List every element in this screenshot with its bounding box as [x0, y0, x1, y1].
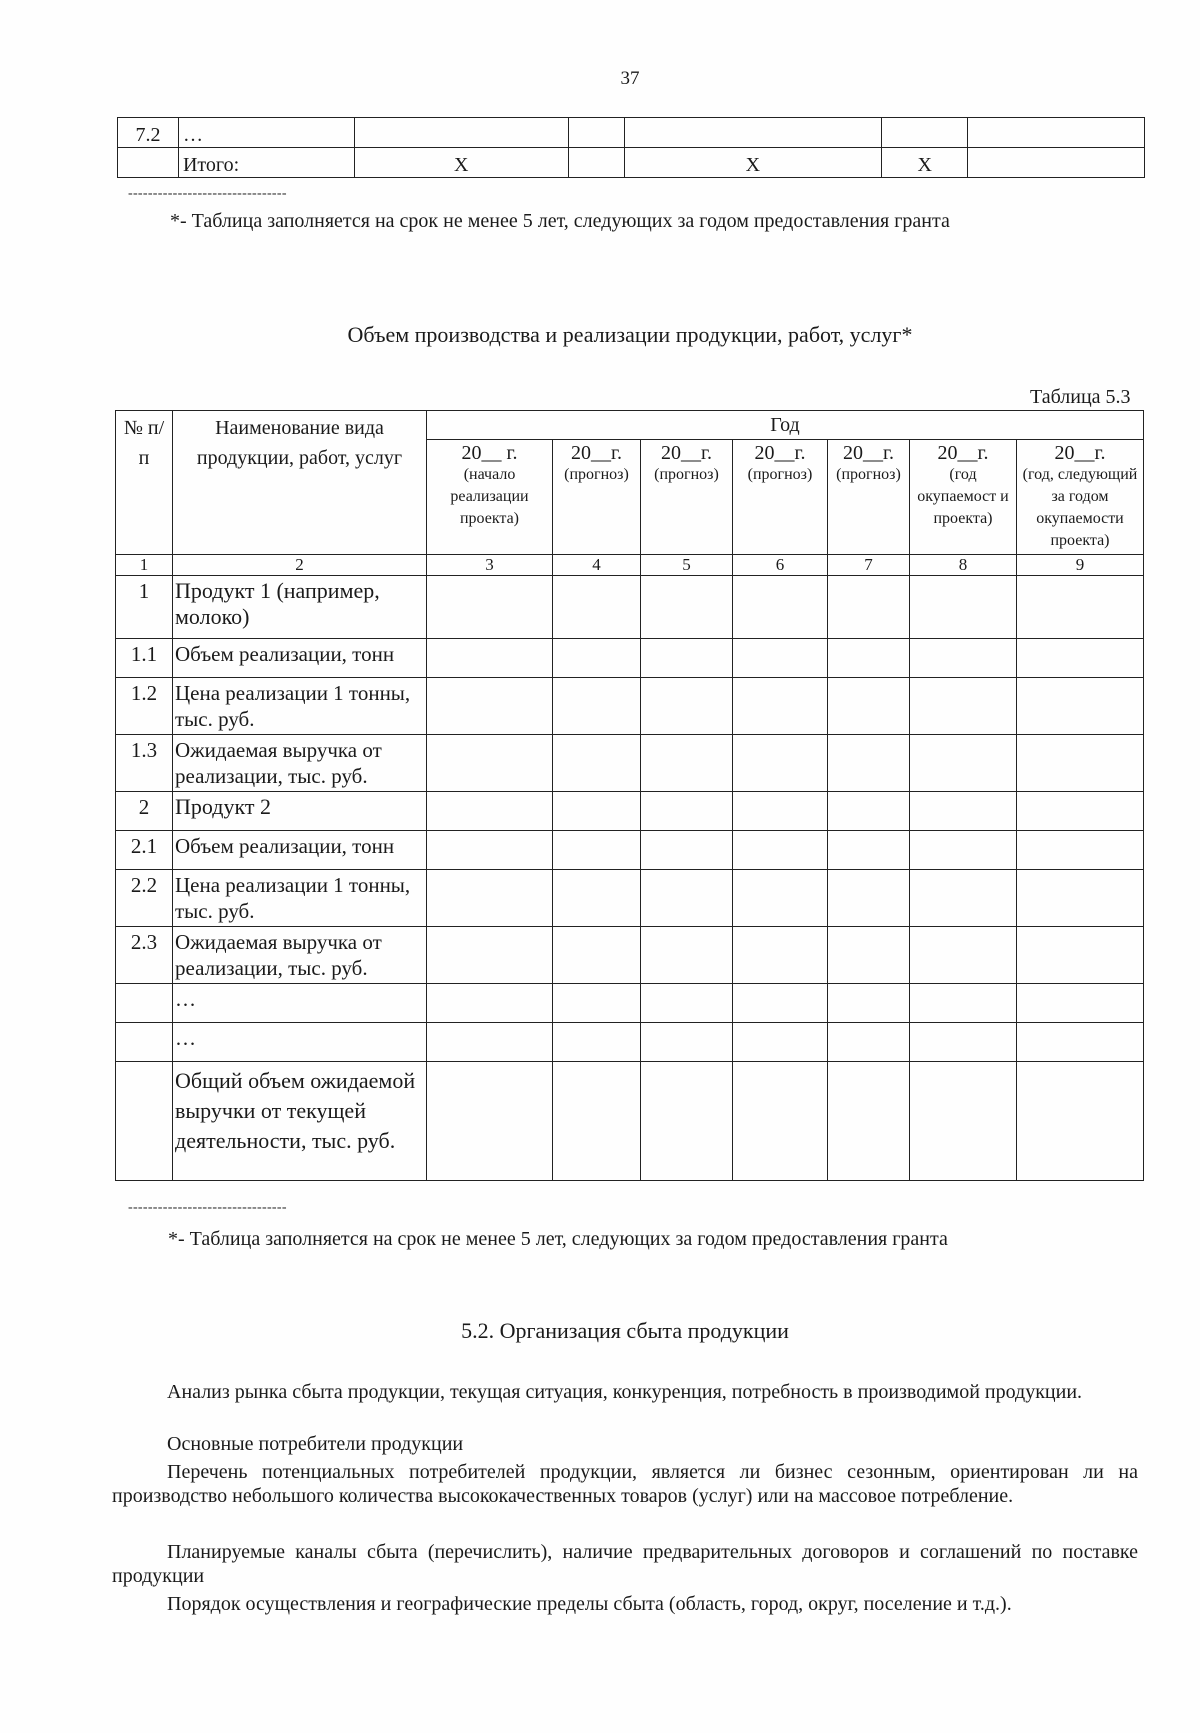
row-number: 2.2: [116, 870, 173, 927]
year-column-header: [427, 440, 553, 555]
table-cell: [427, 576, 553, 639]
table-cell: [828, 792, 910, 831]
table-row: [116, 984, 1144, 1023]
paragraph: Порядок осуществления и географические пределы сбыта (область, город, округ, поселение и т.д.).: [167, 1593, 1012, 1615]
table-cell: [1017, 576, 1144, 639]
year-label: 20__г.: [843, 442, 894, 464]
table-cell: [1017, 927, 1144, 984]
table-cell: [733, 831, 828, 870]
table-cell: [910, 927, 1017, 984]
column-index: 1: [116, 555, 173, 576]
table-cell: [828, 678, 910, 735]
table-cell: [641, 1062, 733, 1181]
year-note: (год, следующий за годом окупаемости проекта): [1022, 466, 1138, 549]
year-label: 20__г.: [571, 442, 622, 464]
table-cell: [641, 678, 733, 735]
row-number: 2.1: [116, 831, 173, 870]
table-cell: [828, 576, 910, 639]
table-cell: [910, 735, 1017, 792]
year-note: (прогноз): [564, 466, 629, 483]
table-title: Объем производства и реализации продукции, работ, услуг*: [347, 322, 913, 347]
table-cell: [733, 1062, 828, 1181]
column-index: 9: [1017, 555, 1144, 576]
column-index: 8: [910, 555, 1017, 576]
column-header-year: Год: [427, 411, 1144, 440]
header-row: [116, 411, 1144, 440]
table-cell: [910, 831, 1017, 870]
year-note: (прогноз): [836, 466, 901, 483]
row-name: …: [178, 118, 354, 148]
column-index: 5: [641, 555, 733, 576]
table-row: [116, 870, 1144, 927]
table-cell: [553, 831, 641, 870]
year-column-header: [910, 440, 1017, 555]
table-cell: [1017, 735, 1144, 792]
row-name: Ожидаемая выручка от реализации, тыс. руб.: [173, 927, 427, 984]
table-cell: [427, 984, 553, 1023]
table-cell: [910, 870, 1017, 927]
footnote-separator: --------------------------------: [128, 1200, 287, 1215]
table-cell: [427, 927, 553, 984]
paragraph: Планируемые каналы сбыта (перечислить), наличие предварительных договоров и соглашений по поставке продукции: [112, 1541, 1138, 1587]
table-cell: Х: [354, 148, 568, 178]
paragraph: Анализ рынка сбыта продукции, текущая ситуация, конкуренция, потребность в производимой продукции.: [167, 1381, 1083, 1403]
table-cell: Х: [882, 148, 968, 178]
table-cell: [1017, 984, 1144, 1023]
table-row: [116, 576, 1144, 639]
table-row: [116, 927, 1144, 984]
column-index: 6: [733, 555, 828, 576]
table-cell: [1017, 678, 1144, 735]
row-name: Объем реализации, тонн: [173, 639, 427, 678]
year-note: (год окупаемост и проекта): [917, 466, 1009, 527]
row-name: …: [173, 1023, 427, 1062]
table-cell: [641, 735, 733, 792]
table-cell: [641, 927, 733, 984]
table-cell: [427, 735, 553, 792]
table-cell: [1017, 1023, 1144, 1062]
table-cell: [553, 576, 641, 639]
table-cell: [733, 576, 828, 639]
table-cell: [568, 118, 624, 148]
table-cell: [427, 792, 553, 831]
table-cell: [910, 792, 1017, 831]
year-column-header: [641, 440, 733, 555]
table-cell: [910, 1023, 1017, 1062]
table-cell: [553, 792, 641, 831]
table-cell: [1017, 792, 1144, 831]
footnote: *- Таблица заполняется на срок не менее 5 лет, следующих за годом предоставления гранта: [168, 1228, 948, 1250]
table-cell: [641, 639, 733, 678]
table-cell: [1017, 1062, 1144, 1181]
table-cell: [427, 639, 553, 678]
row-number: 1.1: [116, 639, 173, 678]
table-cell: [910, 984, 1017, 1023]
table-cell: [828, 984, 910, 1023]
table-cell: [553, 984, 641, 1023]
table-cell: [427, 678, 553, 735]
paragraph: Основные потребители продукции: [167, 1433, 464, 1455]
table-cell: [553, 1023, 641, 1062]
year-note: (прогноз): [747, 466, 813, 483]
table-row: [118, 148, 1145, 178]
row-number: [116, 1062, 173, 1181]
section-title: 5.2. Организация сбыта продукции: [461, 1318, 789, 1343]
table-caption: Таблица 5.3: [1030, 386, 1131, 408]
table-cell: [641, 984, 733, 1023]
table-cell: [553, 870, 641, 927]
table-cell: [624, 118, 882, 148]
table-cell: [828, 1023, 910, 1062]
table-cell: [733, 792, 828, 831]
column-index: 3: [427, 555, 553, 576]
table-cell: [641, 831, 733, 870]
table-cell: [1017, 831, 1144, 870]
row-name: …: [173, 984, 427, 1023]
table-cell: [553, 927, 641, 984]
table-cell: [910, 576, 1017, 639]
year-column-header: [828, 440, 910, 555]
table-cell: [641, 870, 733, 927]
table-cell: [828, 927, 910, 984]
table-row: [116, 1023, 1144, 1062]
table-cell: [553, 1062, 641, 1181]
table-cell: [641, 1023, 733, 1062]
table-cell: [828, 735, 910, 792]
production-table: [115, 410, 1144, 1181]
table-cell: [427, 831, 553, 870]
table-cell: [910, 678, 1017, 735]
year-column-header: [1017, 440, 1144, 555]
table-row: [118, 118, 1145, 148]
paragraph: Перечень потенциальных потребителей продукции, является ли бизнес сезонным, ориентирован ли на производство небольшого количества высококачественных товаров (услуг) или на массовое потребление.: [112, 1461, 1138, 1507]
table-cell: [968, 148, 1145, 178]
table-cell: [1017, 639, 1144, 678]
footnote-separator: --------------------------------: [128, 186, 287, 201]
table-cell: [733, 984, 828, 1023]
row-number: 2: [116, 792, 173, 831]
row-number: [116, 984, 173, 1023]
table-cell: [733, 927, 828, 984]
row-name: Итого:: [178, 148, 354, 178]
column-header-name: Наименование вида продукции, работ, услуг: [173, 411, 427, 555]
footnote: *- Таблица заполняется на срок не менее 5 лет, следующих за годом предоставления гранта: [170, 210, 950, 232]
table-cell: [733, 678, 828, 735]
table-row: [116, 678, 1144, 735]
year-label: 20__г.: [937, 442, 989, 464]
column-index: 7: [828, 555, 910, 576]
row-name: Общий объем ожидаемой выручки от текущей деятельности, тыс. руб.: [173, 1062, 427, 1181]
table-cell: [641, 792, 733, 831]
column-index: 2: [173, 555, 427, 576]
row-name: Объем реализации, тонн: [173, 831, 427, 870]
table-cell: [733, 639, 828, 678]
column-index: 4: [553, 555, 641, 576]
table-cell: Х: [624, 148, 882, 178]
table-cell: [641, 576, 733, 639]
row-number: [116, 1023, 173, 1062]
row-number: 1.2: [116, 678, 173, 735]
table-cell: [427, 870, 553, 927]
table-cell: [910, 1062, 1017, 1181]
row-number: [118, 148, 179, 178]
year-label: 20__г.: [661, 442, 712, 464]
year-label: 20__ г.: [461, 442, 518, 464]
table-cell: [828, 831, 910, 870]
table-cell: [733, 735, 828, 792]
table-cell: [968, 118, 1145, 148]
year-label: 20__г.: [1054, 442, 1106, 464]
table-cell: [910, 639, 1017, 678]
table-cell: [733, 1023, 828, 1062]
row-number: 7.2: [118, 118, 179, 148]
continued-table: [117, 117, 1145, 178]
table-cell: [882, 118, 968, 148]
table-cell: [553, 678, 641, 735]
table-cell: [553, 639, 641, 678]
row-name: Продукт 1 (например, молоко): [173, 576, 427, 639]
year-label: 20__г.: [754, 442, 806, 464]
total-row: [116, 1062, 1144, 1181]
row-name: Цена реализации 1 тонны, тыс. руб.: [173, 678, 427, 735]
table-cell: [828, 870, 910, 927]
row-name: Ожидаемая выручка от реализации, тыс. руб.: [173, 735, 427, 792]
table-cell: [427, 1023, 553, 1062]
table-row: [116, 639, 1144, 678]
year-note: (начало реализации проекта): [450, 466, 529, 527]
year-column-header: [733, 440, 828, 555]
table-row: [116, 831, 1144, 870]
row-name: Продукт 2: [173, 792, 427, 831]
column-header-number: № п/п: [116, 411, 173, 555]
column-index-row: [116, 555, 1144, 576]
table-cell: [427, 1062, 553, 1181]
row-name: Цена реализации 1 тонны, тыс. руб.: [173, 870, 427, 927]
table-cell: [568, 148, 624, 178]
year-note: (прогноз): [654, 466, 719, 483]
table-cell: [553, 735, 641, 792]
table-cell: [828, 639, 910, 678]
row-number: 2.3: [116, 927, 173, 984]
table-cell: [1017, 870, 1144, 927]
row-number: 1.3: [116, 735, 173, 792]
table-row: [116, 792, 1144, 831]
table-cell: [733, 870, 828, 927]
page-number: 37: [620, 68, 640, 89]
table-cell: [354, 118, 568, 148]
table-cell: [828, 1062, 910, 1181]
table-row: [116, 735, 1144, 792]
row-number: 1: [116, 576, 173, 639]
year-column-header: [553, 440, 641, 555]
